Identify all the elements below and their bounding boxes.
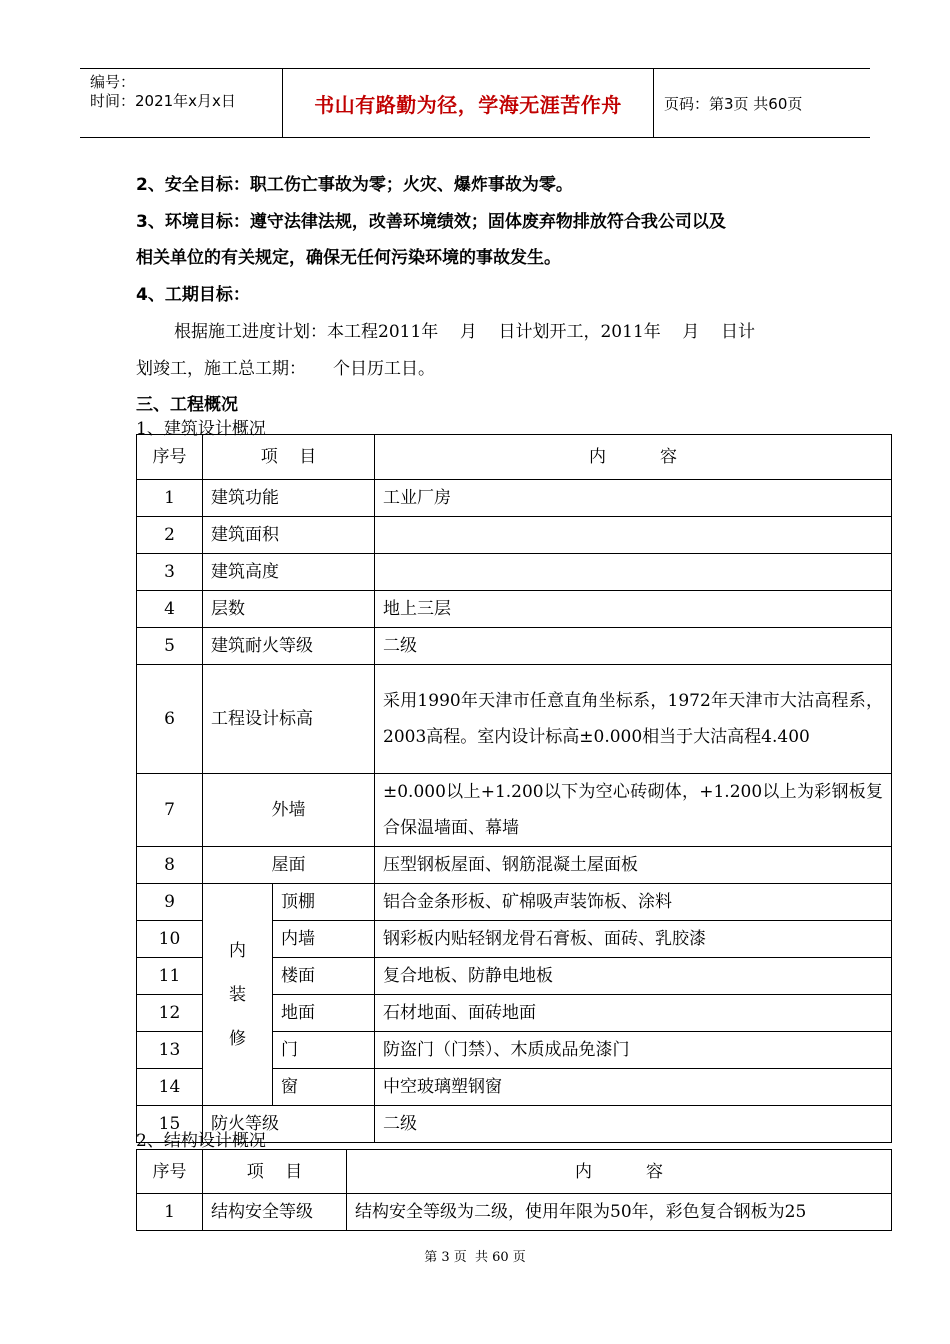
- row-content: 中空玻璃塑钢窗: [375, 1069, 892, 1106]
- row-no: 7: [137, 774, 203, 847]
- row-item: 结构安全等级: [203, 1194, 347, 1231]
- row-no: 8: [137, 847, 203, 884]
- row-content: [375, 517, 892, 554]
- row-no: 11: [137, 958, 203, 995]
- table-row: [137, 847, 892, 884]
- row-item: 建筑高度: [203, 554, 375, 591]
- header-content: 内 容: [347, 1150, 892, 1194]
- date-label: 时间：2021年x月x日: [90, 92, 236, 110]
- table-row: [137, 884, 892, 921]
- row-no: 1: [137, 480, 203, 517]
- arch-table: [136, 434, 892, 1143]
- row-no: 10: [137, 921, 203, 958]
- row-item: 工程设计标高: [203, 665, 375, 774]
- header-item: 项 目: [203, 1150, 347, 1194]
- row-content: 铝合金条形板、矿棉吸声装饰板、涂料: [375, 884, 892, 921]
- row-item: 屋面: [203, 847, 375, 884]
- schedule-goal-title: 4、工期目标：: [136, 285, 250, 305]
- row-content: 地上三层: [375, 591, 892, 628]
- row-item: 内墙: [273, 921, 375, 958]
- row-content: 工业厂房: [375, 480, 892, 517]
- group-char: 装: [229, 984, 246, 1005]
- page-info: 页码：第3页 共60页: [664, 94, 803, 113]
- row-item: 层数: [203, 591, 375, 628]
- row-item: 建筑耐火等级: [203, 628, 375, 665]
- env-goal-line2: 相关单位的有关规定，确保无任何污染环境的事故发生。: [136, 248, 561, 268]
- row-content: 二级: [375, 1106, 892, 1143]
- table-row: [137, 554, 892, 591]
- page-footer: 第 3 页 共 60 页: [424, 1250, 526, 1265]
- row-no: 13: [137, 1032, 203, 1069]
- table-row: [137, 591, 892, 628]
- page-header: [80, 68, 870, 138]
- row-no: 6: [137, 665, 203, 774]
- row-no: 1: [137, 1194, 203, 1231]
- table-row: [137, 774, 892, 847]
- header-left: [80, 69, 282, 137]
- row-item: 建筑功能: [203, 480, 375, 517]
- row-item: 防火等级: [203, 1106, 375, 1143]
- env-goal-line1: 3、环境目标：遵守法律法规，改善环境绩效；固体废弃物排放符合我公司以及: [136, 212, 726, 232]
- group-char: 内: [229, 940, 246, 961]
- row-item: 楼面: [273, 958, 375, 995]
- table-row: [137, 517, 892, 554]
- header-no: 序号: [137, 1150, 203, 1194]
- header-right: [654, 69, 870, 137]
- row-item: 建筑面积: [203, 517, 375, 554]
- row-item: 门: [273, 1032, 375, 1069]
- safety-goal: 2、安全目标：职工伤亡事故为零；火灾、爆炸事故为零。: [136, 175, 573, 195]
- row-no: 4: [137, 591, 203, 628]
- table-header-row: [137, 435, 892, 480]
- row-item: 顶棚: [273, 884, 375, 921]
- row-content: 二级: [375, 628, 892, 665]
- row-item: 地面: [273, 995, 375, 1032]
- row-item: 外墙: [203, 774, 375, 847]
- row-content: [375, 554, 892, 591]
- table-row: [137, 665, 892, 774]
- row-no: 15: [137, 1106, 203, 1143]
- table-header-row: [137, 1150, 892, 1194]
- group-char: 修: [229, 1028, 246, 1049]
- row-no: 9: [137, 884, 203, 921]
- section-title: 三、工程概况: [136, 395, 238, 415]
- row-content: 钢彩板内贴轻钢龙骨石膏板、面砖、乳胶漆: [375, 921, 892, 958]
- motto: 书山有路勤为径，学海无涯苦作舟: [314, 92, 622, 117]
- schedule-line2: 划竣工，施工总工期： 个日历工日。: [136, 359, 436, 379]
- table-row: [137, 1194, 892, 1231]
- table-row: [137, 628, 892, 665]
- row-no: 2: [137, 517, 203, 554]
- row-content: 石材地面、面砖地面: [375, 995, 892, 1032]
- row-no: 14: [137, 1069, 203, 1106]
- row-content: 采用1990年天津市任意直角坐标系，1972年天津市大沽高程系，2003高程。室内设计标高±0.000相当于大沽高程4.400: [375, 665, 892, 774]
- struct-title: 2、结构设计概况: [136, 1131, 266, 1151]
- code-label: 编号：: [90, 73, 136, 91]
- struct-table: [136, 1149, 892, 1231]
- schedule-line1: 根据施工进度计划：本工程2011年 月 日计划开工，2011年 月 日计: [174, 322, 755, 342]
- header-item: 项 目: [203, 435, 375, 480]
- row-no: 12: [137, 995, 203, 1032]
- header-content: 内 容: [375, 435, 892, 480]
- header-no: 序号: [137, 435, 203, 480]
- row-no: 3: [137, 554, 203, 591]
- table-row: [137, 480, 892, 517]
- arch-title: 1、建筑设计概况: [136, 419, 266, 439]
- row-no: 5: [137, 628, 203, 665]
- row-content: 复合地板、防静电地板: [375, 958, 892, 995]
- header-center: [282, 69, 654, 137]
- row-content: 结构安全等级为二级，使用年限为50年，彩色复合钢板为25: [347, 1194, 892, 1231]
- row-content: 压型钢板屋面、钢筋混凝土屋面板: [375, 847, 892, 884]
- interior-group-label: [203, 884, 273, 1106]
- row-content: 防盗门（门禁）、木质成品免漆门: [375, 1032, 892, 1069]
- row-item: 窗: [273, 1069, 375, 1106]
- row-content: ±0.000以上+1.200以下为空心砖砌体，+1.200以上为彩钢板复合保温墙面、幕墙: [375, 774, 892, 847]
